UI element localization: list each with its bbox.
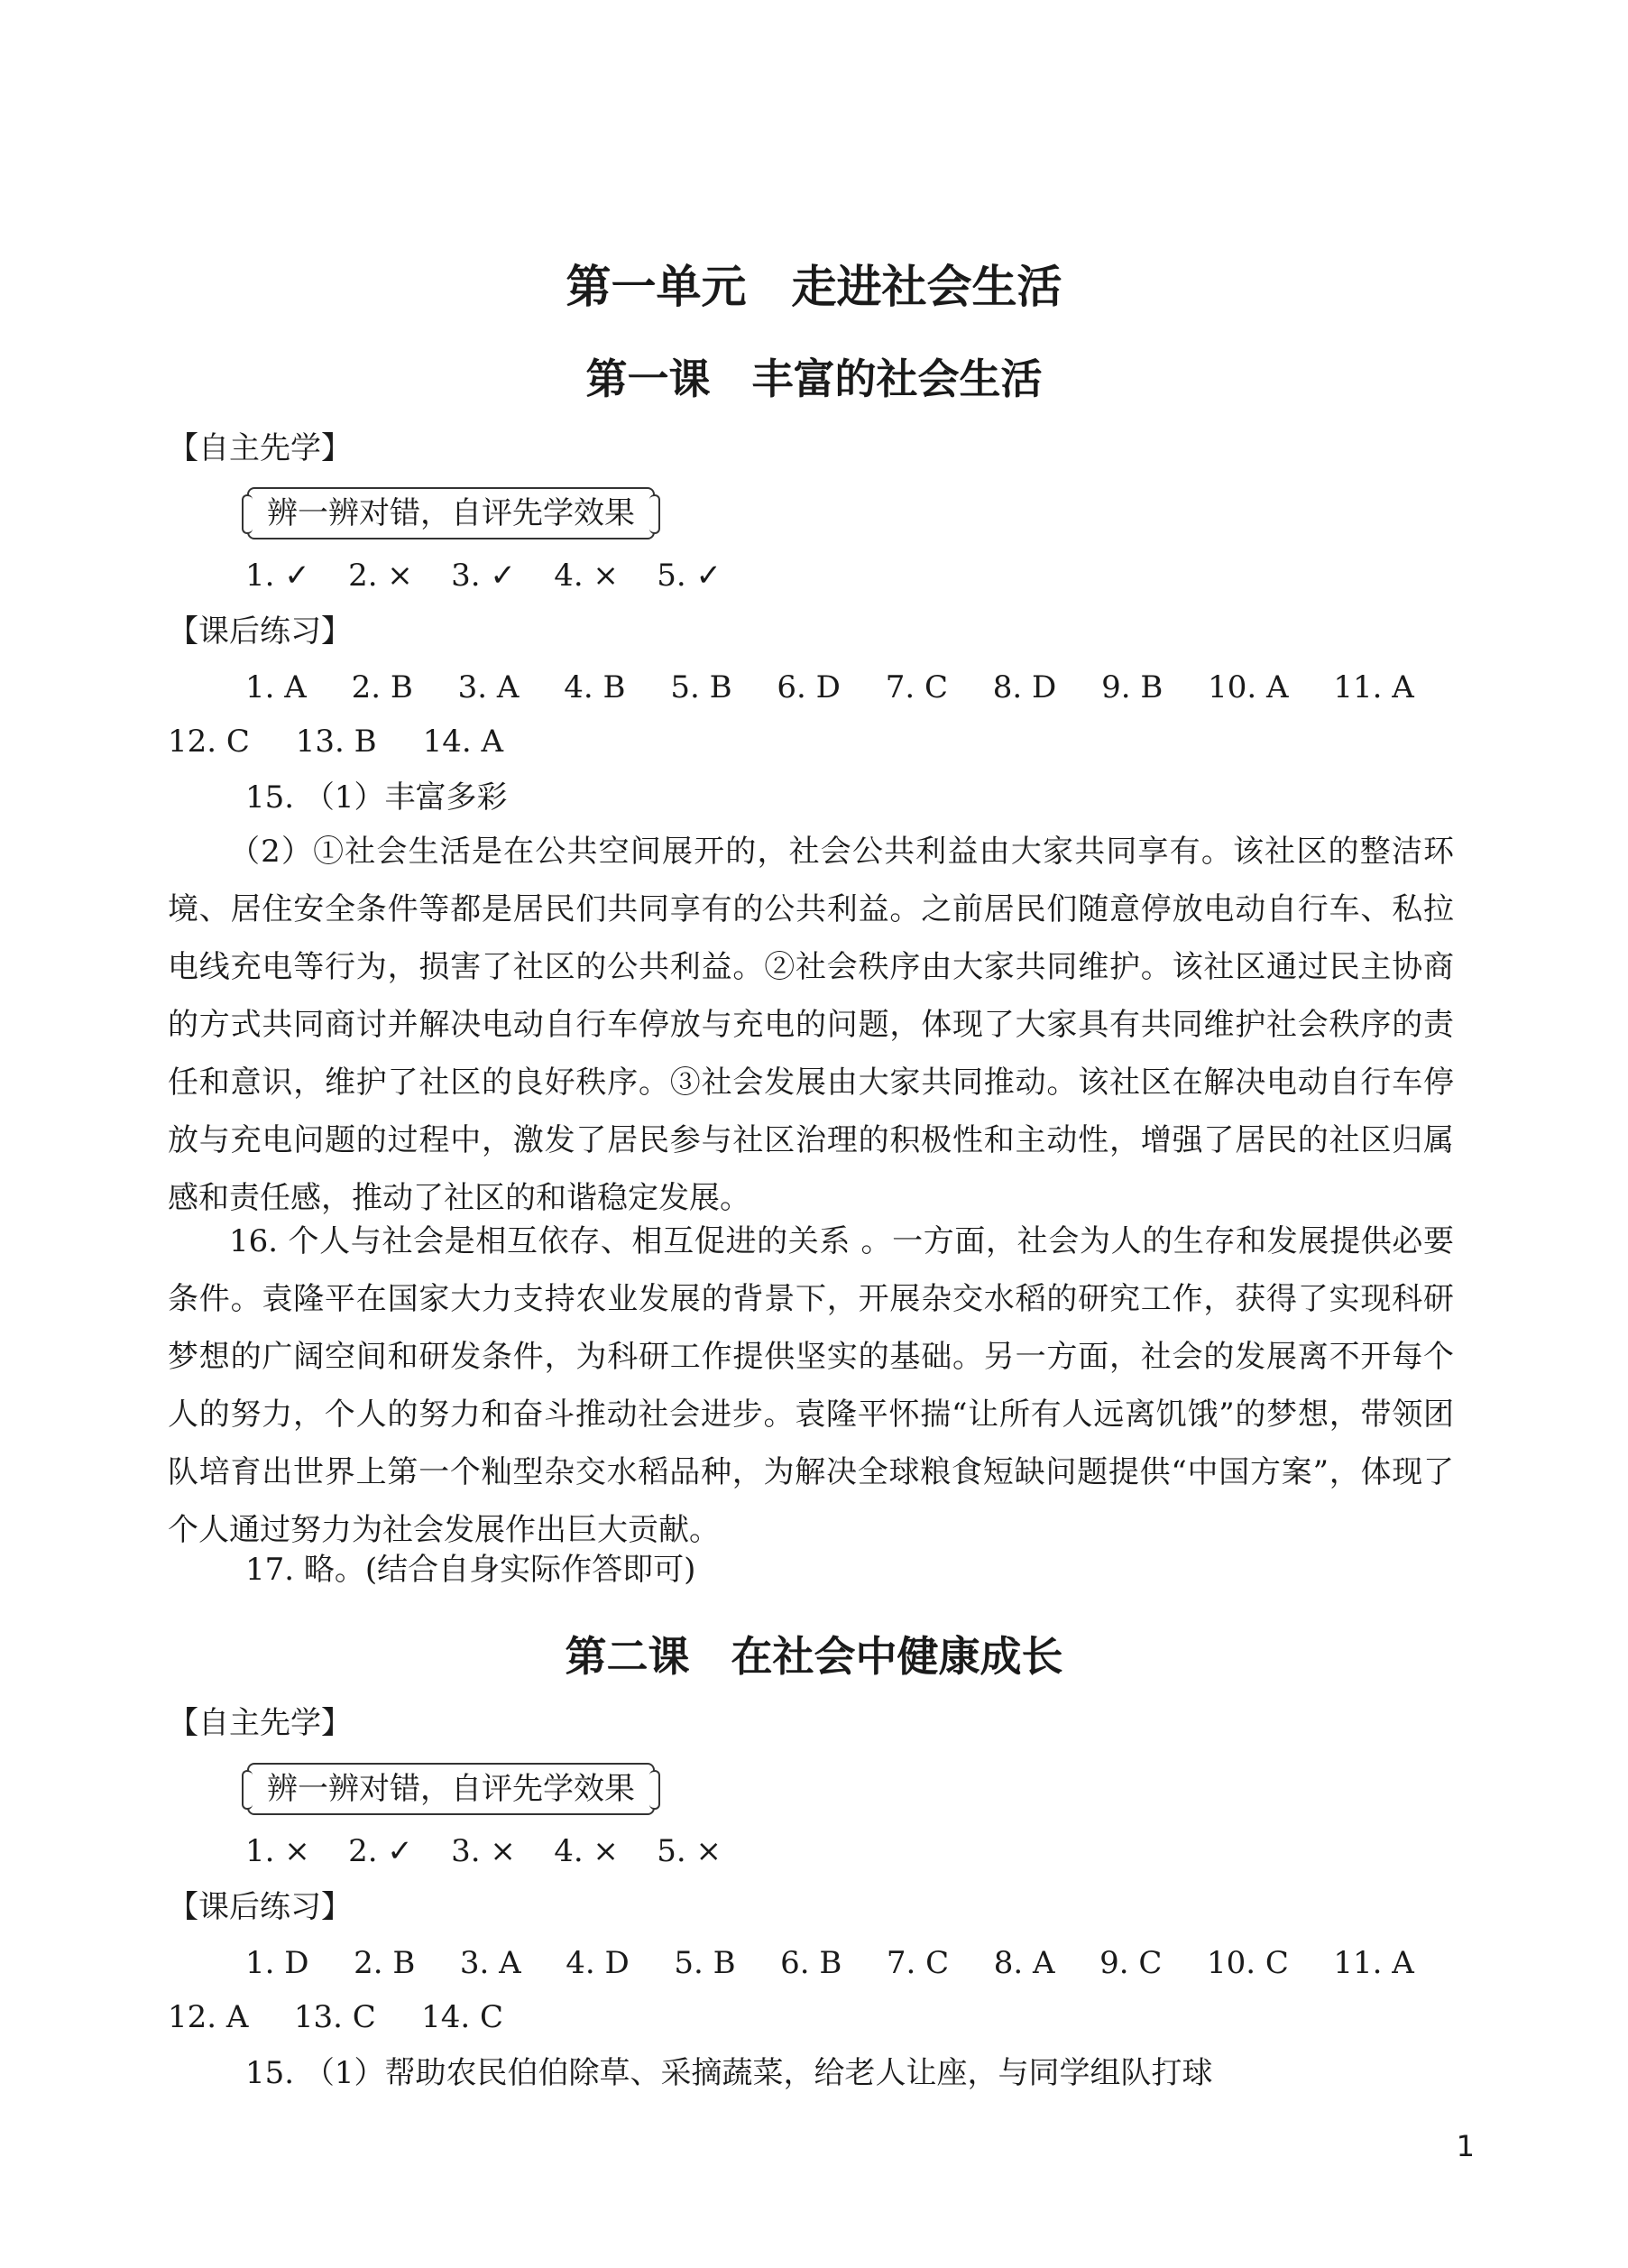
lesson2-choices-row1 — [245, 1943, 1414, 1983]
choice-item: 4. D — [566, 1945, 630, 1981]
judgment-item: 1. ✓ — [245, 558, 310, 594]
choice-item: 10. A — [1208, 669, 1289, 705]
judgment-item: 2. × — [348, 558, 413, 594]
lesson1-self-study-label: 【自主先学】 — [168, 430, 352, 466]
choice-item: 1. A — [245, 669, 307, 705]
lesson1-q17: 17. 略。(结合自身实际作答即可) — [245, 1552, 696, 1588]
judgment-item: 5. × — [657, 1833, 722, 1869]
choice-item: 12. C — [168, 724, 250, 760]
choice-item: 7. C — [885, 669, 948, 705]
lesson1-q15-1: 15. （1）丰富多彩 — [245, 779, 508, 816]
choice-item: 5. B — [674, 1945, 736, 1981]
choice-item: 11. A — [1333, 1945, 1414, 1981]
choice-item: 2. B — [354, 1945, 416, 1981]
lesson2-judgments — [245, 1831, 722, 1871]
judgment-item: 4. × — [554, 558, 619, 594]
judgment-item: 1. × — [245, 1833, 310, 1869]
unit-title: 第一单元 走进社会生活 — [566, 261, 1062, 313]
lesson2-title: 第二课 在社会中健康成长 — [565, 1632, 1063, 1681]
lesson2-practice-label: 【课后练习】 — [168, 1889, 352, 1925]
choice-item: 11. A — [1333, 669, 1414, 705]
lesson1-title: 第一课 丰富的社会生活 — [585, 355, 1043, 403]
choice-item: 9. B — [1101, 669, 1164, 705]
choice-item: 4. B — [564, 669, 626, 705]
choice-item: 10. C — [1206, 1945, 1289, 1981]
choice-item: 8. D — [992, 669, 1057, 705]
lesson2-q15-1: 15. （1）帮助农民伯伯除草、采摘蔬菜，给老人让座，与同学组队打球 — [245, 2055, 1213, 2091]
choice-item: 9. C — [1099, 1945, 1163, 1981]
choice-item: 13. C — [293, 1999, 376, 2035]
choice-item: 1. D — [245, 1945, 309, 1981]
judgment-item: 3. × — [451, 1833, 516, 1869]
choice-item: 14. A — [422, 724, 503, 760]
lesson1-banner: 辨一辨对错，自评先学效果 — [247, 487, 655, 539]
lesson1-choices-row1 — [245, 668, 1414, 707]
lesson1-q15-2: （2）①社会生活是在公共空间展开的，社会公共利益由大家共同享有。该社区的整洁环境、居住安全条件等都是居民们共同享有的公共利益。之前居民们随意停放电动自行车、私拉电线充电等行为，损害了社区的公共利益。②社会秩序由大家共同维护。该社区通过民主协商的方式共同商讨并解决电动自行车停放与充电的问题，体现了大家具有共同维护社会秩序的责任和意识，维护了社区的良好秩序。③社会发展由大家共同推动。该社区在解决电动自行车停放与充电问题的过程中，激发了居民参与社区治理的积极性和主动性，增强了居民的社区归属感和责任感，推动了社区的和谐稳定发展。 — [168, 834, 1454, 1216]
lesson2-banner: 辨一辨对错，自评先学效果 — [247, 1763, 655, 1815]
choice-item: 13. B — [295, 724, 377, 760]
choice-item: 6. D — [777, 669, 841, 705]
choice-item: 14. C — [421, 1999, 503, 2035]
judgment-item: 3. ✓ — [451, 558, 516, 594]
judgment-item: 2. ✓ — [348, 1833, 413, 1869]
choice-item: 5. B — [670, 669, 732, 705]
choice-item: 3. A — [457, 669, 520, 705]
lesson1-q16: 16. 个人与社会是相互依存、相互促进的关系 。一方面，社会为人的生存和发展提供必要条件。袁隆平在国家大力支持农业发展的背景下，开展杂交水稻的研究工作，获得了实现科研梦想的广阔空间和研发条件，为科研工作提供坚实的基础。另一方面，社会的发展离不开每个人的努力，个人的努力和奋斗推动社会进步。袁隆平怀揣“让所有人远离饥饿”的梦想，带领团队培育出世界上第一个籼型杂交水稻品种，为解决全球粮食短缺问题提供“中国方案”，体现了个人通过努力为社会发展作出巨大贡献。 — [168, 1223, 1454, 1548]
choice-item: 8. A — [993, 1945, 1055, 1981]
lesson2-self-study-label: 【自主先学】 — [168, 1705, 352, 1741]
choice-item: 6. B — [780, 1945, 842, 1981]
lesson1-judgments — [245, 556, 722, 595]
lesson1-practice-label: 【课后练习】 — [168, 613, 352, 650]
choice-item: 7. C — [886, 1945, 950, 1981]
choice-item: 3. A — [459, 1945, 521, 1981]
page-number: 1 — [1456, 2129, 1475, 2163]
choice-item: 12. A — [168, 1999, 249, 2035]
lesson1-choices-row2 — [168, 722, 503, 761]
choice-item: 2. B — [351, 669, 413, 705]
judgment-item: 4. × — [554, 1833, 619, 1869]
lesson2-choices-row2 — [168, 1997, 503, 2037]
judgment-item: 5. ✓ — [657, 558, 722, 594]
